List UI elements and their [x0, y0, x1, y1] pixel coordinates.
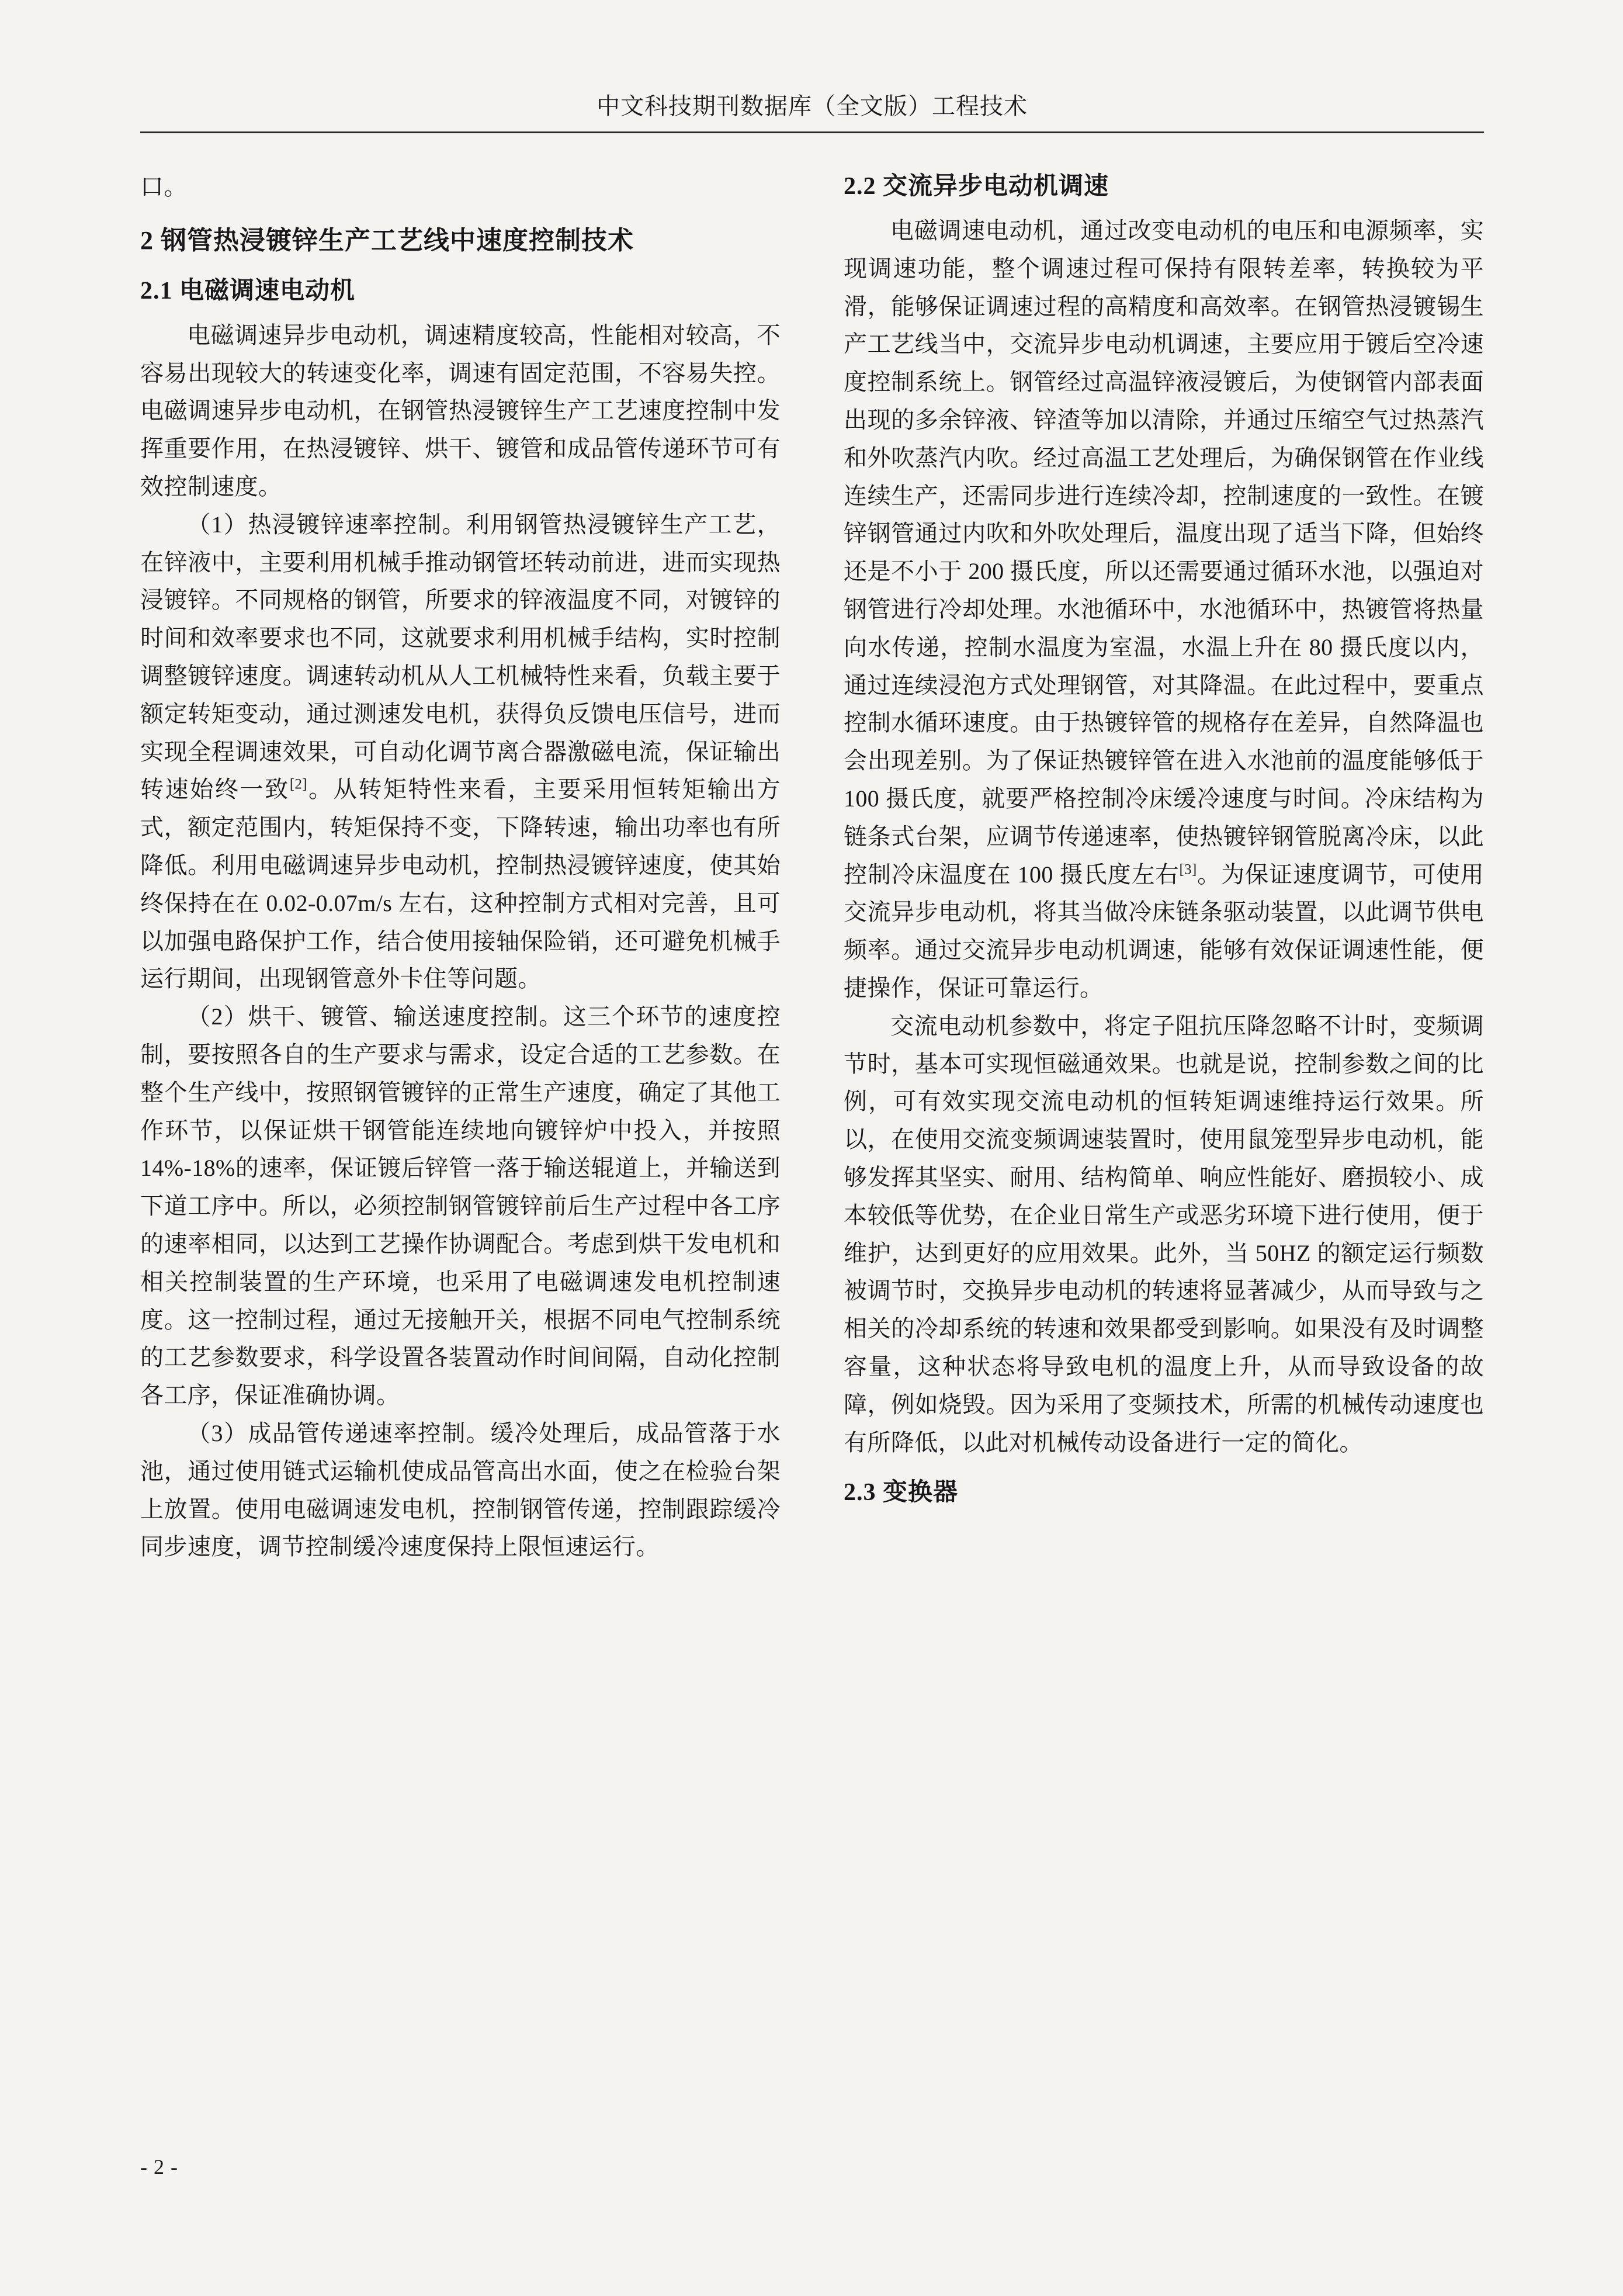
section-heading-2-2: 2.2 交流异步电动机调速 [844, 173, 1109, 200]
paragraph-text: 电磁调速电动机，通过改变电动机的电压和电源频率，实现调速功能，整个调速过程可保持有限转差率，转换较为平滑，能够保证调速过程的高精度和高效率。在钢管热浸镀锡生产工艺线当中，交流异步电动机调速，主要应用于镀后空冷速度控制系统上。钢管经过高温锌液浸镀后，为使钢管内部表面出现的多余锌液、锌渣等加以清除，并通过压缩空气过热蒸汽和外吹蒸汽内吹。经过高温工艺处理后，为确保钢管在作业线连续生产，还需同步进行连续冷却，控制速度的一致性。在镀锌钢管通过内吹和外吹处理后，温度出现了适当下降，但始终还是不小于 200 摄氏度，所以还需要通过循环水池，以强迫对钢管进行冷却处理。水池循环中，水池循环中，热镀管将热量向水传递，控制水温度为室温，水温上升在 80 摄氏度以内，通过连续浸泡方式处理钢管，对其降温。在此过程中，要重点控制水循环速度。由于热镀锌管的规格存在差异，自然降温也会出现差别。为了保证热镀锌管在进入水池前的温度能够低于 100 摄氏度，就要严格控制冷床缓冷速度与时间。冷床结构为链条式台架，应调节传递速率，使热镀锌钢管脱离冷床，以此控制冷床温度在 100 摄氏度左右 [844, 217, 1484, 888]
page-content [140, 88, 1484, 1566]
paragraph [140, 506, 781, 998]
paragraph-text-continued: 。为保证速度调节，可使用交流异步电动机，将其当做冷床链条驱动装置，以此调节供电频率。通过交流异步电动机调速，能够有效保证调速性能，便捷操作，保证可靠运行。 [844, 861, 1484, 1001]
paragraph: （3）成品管传递速率控制。缓冷处理后，成品管落于水池，通过使用链式运输机使成品管高出水面，使之在检验台架上放置。使用电磁调速发电机，控制钢管传递，控制跟踪缓冷同步速度，调节控制缓冷速度保持上限恒速运行。 [140, 1419, 781, 1560]
right-column [844, 168, 1484, 1566]
fragment-line: 口。 [140, 174, 188, 200]
paragraph-text-continued: 。从转矩特性来看，主要采用恒转矩输出方式，额定范围内，转矩保持不变，下降转速，输出功率也有所降低。利用电磁调速异步电动机，控制热浸镀锌速度，使其始终保持在在 0.02-0.07m/s 左右，这种控制方式相对完善，且可以加强电路保护工作，结合使用接轴保险销，还可避免机械手运行期间，出现钢管意外卡住等问题。 [140, 776, 781, 992]
paragraph: 电磁调速异步电动机，调速精度较高，性能相对较高，不容易出现较大的转速变化率，调速有固定范围，不容易失控。电磁调速异步电动机，在钢管热浸镀锌生产工艺速度控制中发挥重要作用，在热浸镀锌、烘干、镀管和成品管传递环节可有效控制速度。 [140, 321, 781, 500]
page-number: - 2 - [140, 2155, 178, 2179]
footnote-marker: [2] [289, 777, 307, 793]
section-heading-2-1: 2.1 电磁调速电动机 [140, 277, 356, 304]
paragraph: （2）烘干、镀管、输送速度控制。这三个环节的速度控制，要按照各自的生产要求与需求，设定合适的工艺参数。在整个生产线中，按照钢管镀锌的正常生产速度，确定了其他工作环节，以保证烘干钢管能连续地向镀锌炉中投入，并按照14%-18%的速率，保证镀后锌管一落于输送辊道上，并输送到下道工序中。所以，必须控制钢管镀锌前后生产过程中各工序的速率相同，以达到工艺操作协调配合。考虑到烘干发电机和相关控制装置的生产环境，也采用了电磁调速发电机控制速度。这一控制过程，通过无接触开关，根据不同电气控制系统的工艺参数要求，科学设置各装置动作时间间隔，自动化控制各工序，保证准确协调。 [140, 1003, 781, 1409]
section-heading-2-3: 2.3 变换器 [844, 1479, 959, 1507]
section-heading-2: 2 钢管热浸镀锌生产工艺线中速度控制技术 [140, 226, 634, 255]
paragraph [844, 212, 1484, 1007]
paragraph: 交流电动机参数中，将定子阻抗压降忽略不计时，变频调节时，基本可实现恒磁通效果。也就是说，控制参数之间的比例，可有效实现交流电动机的恒转矩调速维持运行效果。所以，在使用交流变频调速装置时，使用鼠笼型异步电动机，能够发挥其坚实、耐用、结构简单、响应性能好、磨损较小、成本较低等优势，在企业日常生产或恶劣环境下进行使用，便于维护，达到更好的应用效果。此外，当 50HZ 的额定运行频数被调节时，交换异步电动机的转速将显著减少，从而导致与之相关的冷却系统的转速和效果都受到影响。如果没有及时调整容量，这种状态将导致电机的温度上升，从而导致设备的故障，例如烧毁。因为采用了变频技术，所需的机械传动速度也有所降低，以此对机械传动设备进行一定的简化。 [844, 1012, 1484, 1456]
footnote-marker: [3] [1179, 861, 1197, 878]
running-header: 中文科技期刊数据库（全文版）工程技术 [597, 93, 1028, 119]
two-column-layout [140, 168, 1484, 1566]
header-divider [140, 131, 1484, 133]
left-column [140, 168, 781, 1566]
paragraph-text: （1）热浸镀锌速率控制。利用钢管热浸镀锌生产工艺，在锌液中，主要利用机械手推动钢管坯转动前进，进而实现热浸镀锌。不同规格的钢管，所要求的锌液温度不同，对镀锌的时间和效率要求也不同，这就要求利用机械手结构，实时控制调整镀锌速度。调速转动机从人工机械特性来看，负载主要于额定转矩变动，通过测速发电机，获得负反馈电压信号，进而实现全程调速效果，可自动化调节离合器激磁电流，保证输出转速始终一致 [140, 511, 781, 803]
